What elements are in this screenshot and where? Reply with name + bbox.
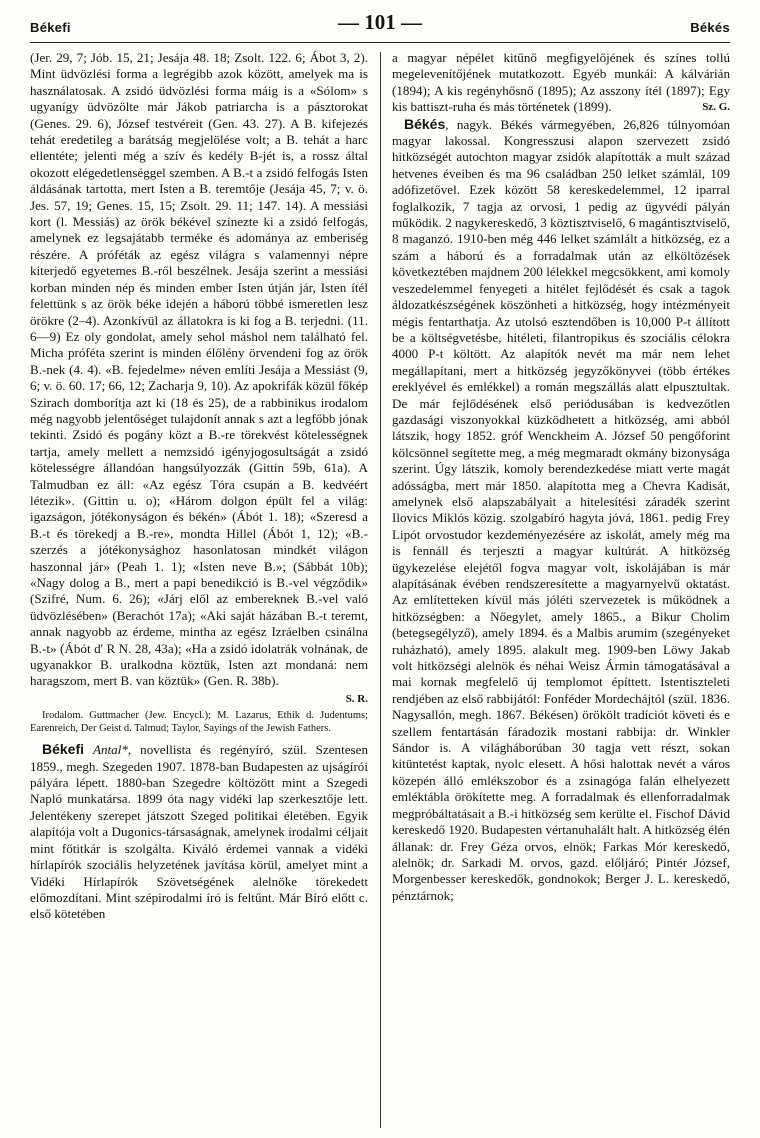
article-paragraph: (Jer. 29, 7; Jób. 15, 21; Jesája 48. 18; Zsolt. 122. 6; Ábot 3, 2). Mint üdvözlési forma a legrégibb azok között, amelyek ma is használatosak. A zsidó üdvözlési forma máig is a «Sólom» s ugyanígy üdvözölte már Jákob patriarcha is a pásztorokat (Genes. 29. 6), József testvéreit (Gen. 43. 27). A B. kifejezés tehát eredetileg a barátság megjelölése volt; a B. tehát a harc ellentéte; jelenti még a szív és kedély B-jét is, a rossz által okozott elégedetlenséggel szemben. A B.-t a zsidó felfogás Isten áldásának tartotta, mert Isten a B. teremtője (Jesája 45, 7; v. ö. Jes. 57, 19; Genes. 15, 15; Zsolt. 29. 11; 147. 14). A messiási kort (l. Messiás) az örök békével színezte ki a zsidó felfogás, amelynek ez legsajátabb terméke és adománya az emberiség részére. A próféták az egész világra s valamennyi népre kiterjedő egyetemes B.-ről beszélnek. Jesája szerint a messiási korban minden nép és minden ember Isten útján jár, Isten ítél felettünk s az örök béke idején a háború többé ismeretlen lesz örökre (2–4). Azonkívül az állatokra is ki fog a B. terjedni. (11. 6—9) Ez oly gondolat, amely sehol máshol nem található fel. Micha próféta szerint is minden élőlény örvendeni fog az örök B.-nek (4. 4). «B. fejedelme» néven említi Jesája a Messiást (9, 6; v. ö. 60. 17; 66, 12; Zacharja 9, 10). Az apokrifák közül főkép Szirach domborítja azt ki (18 és 25), de a rabbinikus irodalom még nagyobb jelentőséget tulajdonít annak s azt a legfőbb jónak tekinti. Zsidó és pogány közt a B.-re törekvést kötelességnek tartja, amely mellett a nemzsidó igényjogosultságát a zsidó kötelességre állandóan hangsúlyozzák (Gittin 59b, 61a). A Talmudban ez áll: «Az egész Tóra csupán a B. kedvéért létezik». (Gittin u. o); «Három dolgon épült fel a világ: igazságon, jótékonyságon és békén» (Ábót 1. 18); «Szeresd a B.-t és törekedj a B.-re», mondta Hillel (Ábót 1, 12); «B.-szerzés a jótékonysághoz hasonlatosan mindkét világon haszonnal jár» (Peah 1. 1); «Isten neve B.»; (Sábbát 10b); «Nagy dolog a B., mert a papi benedikció is B.-vel végződik» (Szifré, Num. 6. 26); «Járj elől az embereknek B.-vel való üdvözlésében» (Berachót 17a); «Aki saját házában B.-t teremt, annak nagyobb az érdeme, mintha az egész Izráelben csinálna B.-t» (Ábót d' R N. 28, 43a); «Ha a zsidó idolatrák volnának, de ugyanakkor B. uralkodna köztük, Isten azt mondaná: nem haragszom, mert B. van köztük» (Gen. R. 38b). xyxy=(30,50,368,689)
left-column xyxy=(30,50,368,1128)
continued-text: a magyar népélet kitűnő megfigyelőjének és színes tollú megelevenítőjének mutatkozott. Egyéb munkái: A kálvárián (1894); A kis regényhősnő (1895); Az asszony ítél (1897); Egy kis battiszt-ruha és más történetek (1899). xyxy=(392,50,730,115)
page-number: — 101 — xyxy=(338,10,422,34)
entry-paragraph xyxy=(30,741,368,922)
running-head-right: Békés xyxy=(690,20,730,35)
article-paragraph-continued xyxy=(392,50,730,116)
author-initials: S. R. xyxy=(345,692,368,705)
entry-body: , novellista és regényíró, szül. Szentesen 1859., megh. Szegeden 1907. 1878-ban Budapesten az ujságírói pályára lépett. 1880-ban Szegedre költözött mint a Szegedi Napló munkatársa. 1899 óta nagy vidéki lap szerkesztője lett. Jelentékeny szerepet játszott Szeged politikai életében. Egyik alapítója volt a Dugonics-társaságnak, amelynek irodalmi céljait mint főtitkár is szolgálta. Kiváló érdemei vannak a vidéki hírlapírók szociális helyzetének javítása körül, amelyet mint a Vidéki Hírlapírók Szövetségének alelnöke törekedett előmozdítani. Mint szépirodalmi író is feltűnt. Már Bíró előtt c. első kötetében xyxy=(30,742,368,922)
right-column xyxy=(392,50,730,1128)
entry-given-name: Antal* xyxy=(93,742,128,758)
entry-headword: Békés xyxy=(404,115,446,132)
entry-body: , nagyk. Békés vármegyében, 26,826 túlnyomóan magyar lakossal. Kongresszusi alapon szervezett zsidó hitközségét autochton magyar zsidók alapították a mult század hetvenes éveiben és ma 96 családban 250 lelket számlál, 109 adófizetővel. Ezek között 58 kereskedelemmel, 12 iparral foglalkozik, 7 tagja az orvosi, 1 pedig az ügyvédi pályán működik. 2 nagykereskedő, 3 köztisztviselő, 6 magántisztviselő, 8 maganzó. 1910-ben még 446 lelket számlált a hitközség, ez a szám a háború és a forradalmak után az elköltözések következtében majdnem 200 lélekkel megcsökkent, ami komoly veszedelemmel fenyegeti a hitélet fejlődését és csak a tagok áldozatkészségének köszönheti a hitközség, hogy intézményeit mégis fentarthatja. Az utolsó esztendőben is 10,000 P-t állított be a költségvetésbe, hitéleti, filantropikus és szociális célokra 4000 P-t költött. Az alapítók nevét ma már nem lehet megállapítani, mert a hitközség jegyzőkönyvei (több értékes ereklyével és emlékkel) a román megszállás alatt elpusztultak. De már fejlődésének első periódusában is kedvezőtlen gazdasági viszonyokkal küzködhetett a hitközség, ami abból látszik, hogy 1852. gróf Wenckheim A. József 50 pengőforint kölcsönnel segítette meg, a még megmaradt okmány bizonysága szerint. Úgy látszik, komoly berendezkedése miatt verte magát adósságba, mert már 1850. alapította meg a Chevra Kadisát, amelynek első alapszabályait a hitelesítési záradék szerint Ilovics Miklós közig. szolgabíró hagyta jóvá, 1861. pedig Frey Lipót orvostudor kezdeményezésére az iskolát, amely még ma is fennáll és terjeszti a magyar kultúrát. A hitközség ügykezelése elejétől fogva magyar volt, iskolájában is már alapításának évében rendszeresítette a magyarnyelvű oktatást. Az említetteken kívül más jóléti szervezetek is működnek a hitközségben: a Nőegylet, amely 1865., a Bikur Cholim (betegsegélyző), amely 1894. és a Malbis arumim (szegényeket ruházható), amely 1895. alakult meg. 1909-ben Löwy Jakab volt hitközségi alelnök és néhai Weisz Ármin támogatásával a mai kornak megfelelő új templomot építtett. Istentiszteleti rendjében az első rabbijától: Fonféder Mordechájtól (szül. 1836. Nagysallón, megh. 1867. Békésen) örökölt tradíciót követi és e szellem fentartásán fáradozik mostani rabbija: dr. Winkler Sándor is. A világháborúban 30 tagja vett részt, sokan kitüntetést kaptak, nyolc elesett. A hősi halottak nevét a város közepén álló emlékszobor és a zsinagóga falán elhelyezett emléktábla örökítette meg. A forradalmak és ellenforradalmak megpróbáltatásait a B.-i hitközség sem kerülte el. Fischof Dávid kereskedő 1920. Budapesten vértanuhalált halt. A hitközség élén állanak: dr. Frey Géza orvos, elnök; Farkas Mór kereskedő, alelnök; dr. Sarkadi M. orvos, gazd. előljáró; Pintér József, Morgenbesser kereskedők, gondnokok; Berger J. L. kereskedő, pénztárnok; xyxy=(392,116,730,903)
bibliography: Irodalom. Guttmacher (Jew. Encycl.); M. Lazarus, Ethik d. Judentums; Earenreich, Der Geist d. Talmud; Taylor, Sayings of the Jewish Fathers. xyxy=(30,710,368,735)
author-initials: Sz. G. xyxy=(702,101,730,114)
running-head-left: Békefi xyxy=(30,20,71,35)
entry-paragraph xyxy=(392,116,730,905)
column-divider xyxy=(380,52,381,1128)
page-header xyxy=(30,8,730,43)
entry-headword: Békefi xyxy=(42,741,85,758)
